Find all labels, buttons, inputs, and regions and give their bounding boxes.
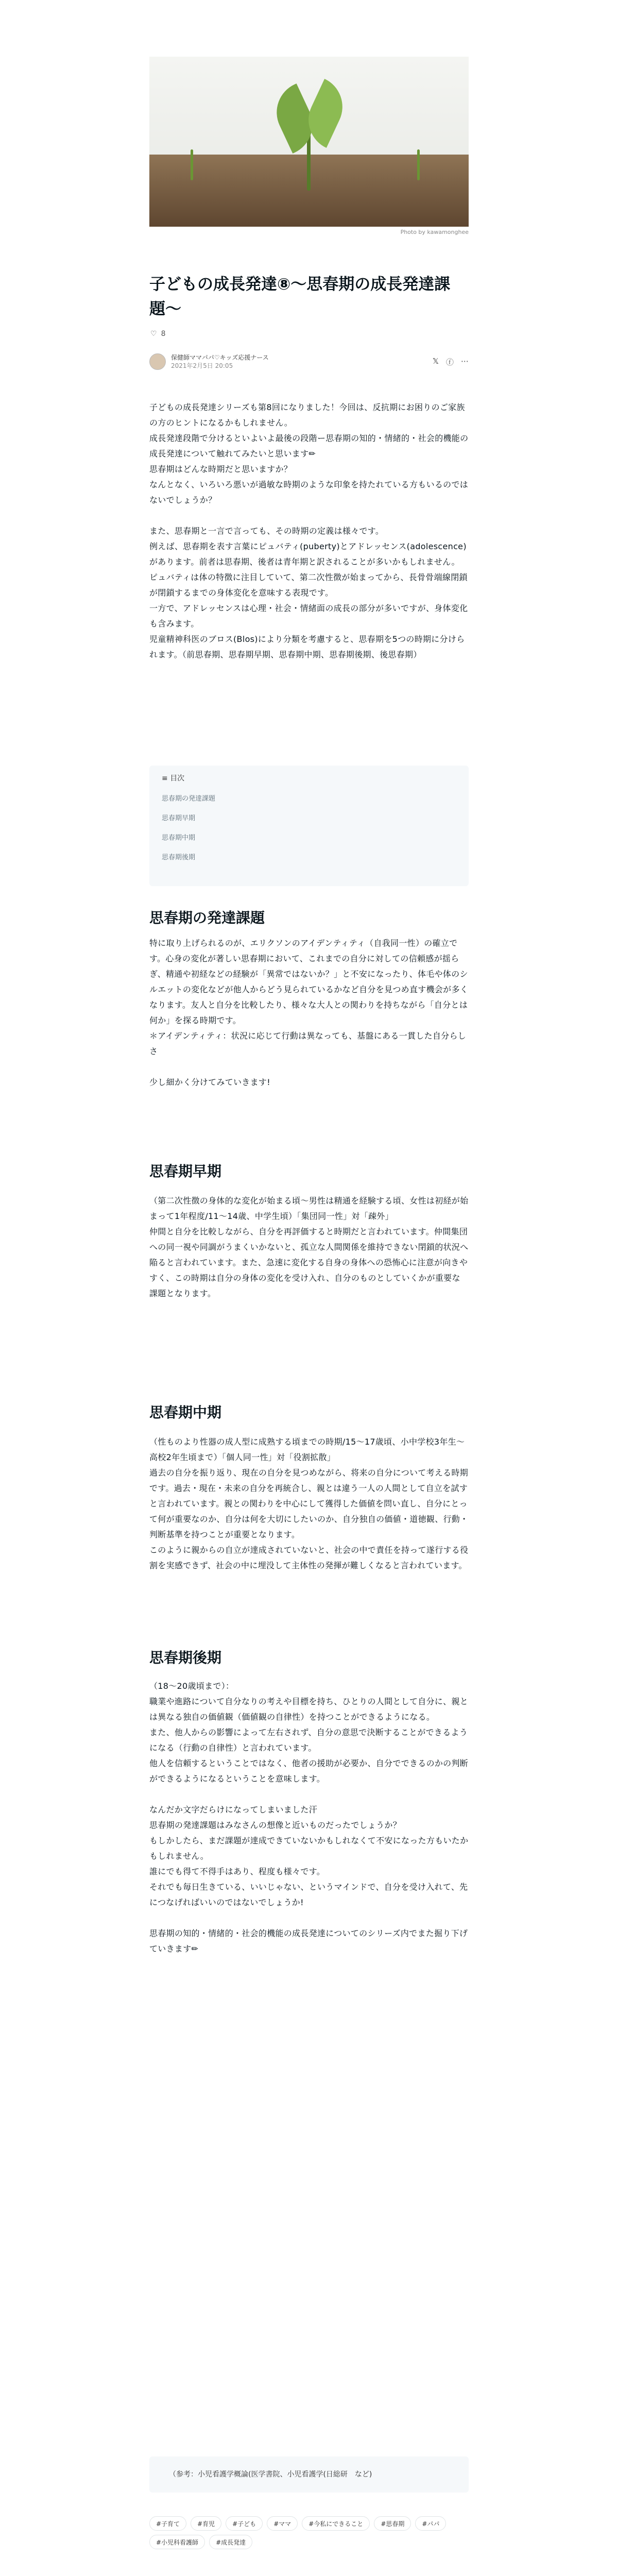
paragraph: 少し細かく分けてみていきます!: [149, 1077, 270, 1087]
section-text: [149, 1193, 469, 1301]
toc-item[interactable]: 思春期中期: [162, 834, 196, 842]
paragraph: 思春期はどんな時期だと思いますか？: [149, 464, 293, 474]
paragraph: （18〜20歳頃まで）：: [149, 1681, 234, 1691]
paragraph: （第二次性徴の身体的な変化が始まる頃〜男性は精通を経験する頃、女性は初経が始まって1年程度/11〜14歳、中学生頃）「集団同一性」対「疎外」: [149, 1196, 469, 1221]
author-row: [149, 352, 469, 371]
paragraph: （性ものより性器の成人型に成熟する頃までの時期/15〜17歳頃、小中学校3年生〜高校2年生頃まで）「個人同一性」対「役割拡散」: [149, 1437, 465, 1462]
paragraph: 思春期の知的・情緒的・社会的機能の成長発達についてのシリーズ内でまた掘り下げていきます✏: [149, 1928, 468, 1954]
paragraph: 誰にでも得て不得手はあり、程度も様々です。: [149, 1867, 325, 1876]
section-text: [149, 1679, 469, 1957]
spacer: [149, 508, 469, 523]
post-date: 2021年2月5日 20:05: [171, 362, 233, 369]
paragraph: 他人を信頼するということではなく、他者の援助が必要か、自分でできるのかの判断ができるようになるということを意味します。: [149, 1758, 469, 1784]
more-menu-icon[interactable]: ⋯: [461, 356, 469, 366]
paragraph: 子どもの成長発達シリーズも第8回になりました！今回は、反抗期にお困りのご家族の方のヒントになるかもしれません。: [149, 402, 465, 428]
paragraph: それでも毎日生きている、いいじゃない、というマインドで、自分を受け入れて、先につなげればいいのではないでしょうか!: [149, 1882, 468, 1907]
tag[interactable]: #子ども: [226, 2516, 263, 2531]
section-heading: 思春期の発達課題: [149, 909, 265, 926]
facebook-share-icon[interactable]: ⓕ: [445, 357, 454, 367]
paragraph: ＊アイデンティティ：状況に応じて行動は異なっても、基盤にある一貫した自分らしさ: [149, 1031, 467, 1056]
like-count: 8: [161, 330, 166, 338]
paragraph: 思春期の発達課題はみなさんの想像と近いものだったでしょうか？: [149, 1820, 402, 1830]
tag-list: [149, 2516, 469, 2549]
paragraph: なんとなく、いろいろ悪いが過敏な時期のような印象を持たれている方もいるのではないでしょうか？: [149, 480, 469, 505]
paragraph: 例えば、思春期を表す言葉にピュバティ(puberty)とアドレッセンス(adolescence)があります。前者は思春期、後者は青年期と訳されることが多いかもしれません。: [149, 541, 467, 567]
like-summary: [150, 330, 165, 338]
spacer: [149, 1059, 469, 1075]
spacer: [149, 1787, 469, 1802]
section-text: [149, 1434, 469, 1573]
paragraph: また、他人からの影響によって左右されず、自分の意思で決断することができるようになる（行動の自律性）と言われています。: [149, 1727, 468, 1753]
toc-item[interactable]: 思春期後期: [162, 854, 196, 861]
tag[interactable]: #今私にできること: [302, 2516, 370, 2531]
paragraph: 一方で、アドレッセンスは心理・社会・情緒面の成長の部分が多いですが、身体変化も含みます。: [149, 603, 468, 629]
paragraph: 職業や進路について自分なりの考えや目標を持ち、ひとりの人間として自分に、親とは異なる独自の価値観（価値観の自律性）を持つことができるようになる。: [149, 1697, 469, 1722]
tag[interactable]: #ママ: [267, 2516, 298, 2531]
paragraph: 成長発達段階で分けるといよいよ最後の段階ー思春期の知的・情緒的・社会的機能の成長発達について触れてみたいと思います✏: [149, 433, 469, 459]
section-heading: 思春期早期: [149, 1163, 222, 1180]
sprout: [417, 149, 420, 180]
section-heading: 思春期後期: [149, 1649, 222, 1666]
avatar[interactable]: [149, 353, 166, 370]
tag[interactable]: #思春期: [374, 2516, 411, 2531]
toc-item[interactable]: 思春期の発達課題: [162, 795, 216, 803]
paragraph: また、思春期と一言で言っても、その時期の定義は様々です。: [149, 526, 384, 536]
reference-box: （参考：小児看護学概論(医学書院、小児看護学(日総研 など): [149, 2456, 469, 2493]
tag[interactable]: #成長発達: [209, 2535, 252, 2549]
paragraph: ピュバティは体の特徴に注目していて、第二次性徴が始まってから、長骨骨端線閉鎖が閉鎖するまでの身体変化を意味する表現です。: [149, 572, 468, 598]
paragraph: このように親からの自立が達成されていないと、社会の中で責任を持って遂行する役割を実感できず、社会の中に埋没して主体性の発揮が難しくなると言われています。: [149, 1545, 469, 1570]
paragraph: 児童精神科医のブロス(Blos)により分類を考慮すると、思春期を5つの時期に分けられます。（前思春期、思春期早期、思春期中期、思春期後期、後思春期）: [149, 634, 465, 659]
author-name[interactable]: 保健師ママパパ♡キッズ応援ナース: [171, 354, 269, 361]
section-text: [149, 936, 469, 1090]
article-title: 子どもの成長発達⑧〜思春期の成長発達課題〜: [149, 275, 451, 318]
intro-text: [149, 400, 469, 663]
table-of-contents: [149, 766, 469, 886]
paragraph: もしかしたら、まだ課題が達成できていないかもしれなくて不安になった方もいたかもしれません。: [149, 1836, 469, 1861]
paragraph: 過去の自分を振り返り、現在の自分を見つめながら、将来の自分について考える時期です。過去・現在・未来の自分を再統合し、親とは違う一人の人間として自立を試すと言われています。親との関わりを中心にして獲得した価値を問い直し、自分にとって何が重要なのか、自分は何を大切にしたいのか、自分独自の価値・道徳観、行動・判断基準を持つことが重要となります。: [149, 1468, 469, 1539]
list-icon: ≡: [162, 774, 170, 783]
tag[interactable]: #子育て: [149, 2516, 186, 2531]
photo-credit: Photo by kawamonghee: [400, 229, 469, 235]
toc-header: 目次: [170, 774, 185, 783]
tag[interactable]: #小児科看護師: [149, 2535, 205, 2549]
heart-icon: ♡: [150, 330, 157, 338]
section-heading: 思春期中期: [149, 1404, 222, 1421]
tag[interactable]: #パパ: [415, 2516, 446, 2531]
paragraph: 仲間と自分を比較しながら、自分を再評価すると時期だと言われています。仲間集団への同一視や同調がうまくいかないと、孤立な人間関係を維持できない閉鎖的状況へ陥ると言われています。また、急速に変化する自身の身体への恐怖心に注意が向きやすく、この時期は自分の身体の変化を受け入れ、自分のものとしていくかが重要な課題となります。: [149, 1227, 469, 1298]
paragraph: なんだか文字だらけになってしまいました汗: [149, 1805, 318, 1815]
sprout: [191, 149, 193, 180]
x-share-icon[interactable]: 𝕏: [432, 356, 439, 366]
tag[interactable]: #育児: [191, 2516, 221, 2531]
toc-item[interactable]: 思春期早期: [162, 815, 196, 822]
paragraph: 特に取り上げられるのが、エリクソンのアイデンティティ（自我同一性）の確立です。心身の変化が著しい思春期において、これまでの自分に対しての信頼感が揺らぎ、精通や初経などの経験が「異常ではないか？」と不安になったり、体毛や体のシルエットの変化などが他人からどう見られているかなど自分を見つめ直す機会が多くなります。友人と自分を比較したり、様々な大人との関わりを持ちながら「自分とは何か」を探る時期です。: [149, 938, 469, 1025]
spacer: [149, 1910, 469, 1926]
hero-image: [149, 57, 469, 227]
